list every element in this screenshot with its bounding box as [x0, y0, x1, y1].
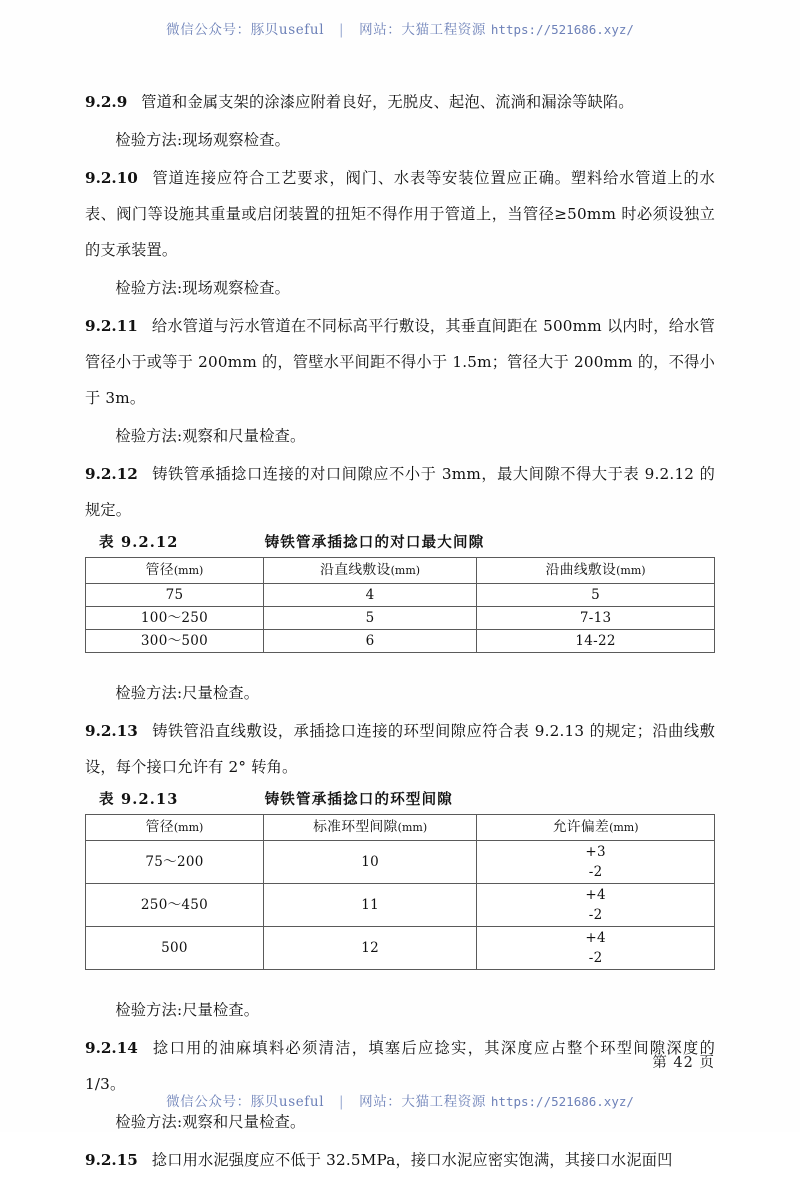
clause-9-2-11 [85, 308, 715, 416]
cell-standard-gap: 12 [264, 927, 477, 970]
watermark-wechat-label: 微信公众号：豚贝useful [166, 1094, 325, 1110]
table-caption-title: 铸铁管承插捻口的对口最大间隙 [264, 534, 485, 551]
th-unit: (mm) [390, 564, 421, 577]
th-unit: (mm) [397, 821, 428, 834]
clause-9-2-10 [85, 160, 715, 268]
table-row [86, 584, 715, 607]
cell-diameter: 75 [86, 584, 264, 607]
spacer [85, 653, 715, 675]
clause-9-2-9 [85, 84, 715, 120]
clause-number: 9.2.12 [85, 465, 138, 483]
th-curved [477, 558, 715, 584]
table-caption-title: 铸铁管承插捻口的环型间隙 [264, 791, 454, 808]
clause-text: 给水管道与污水管道在不同标高平行敷设，其垂直间距在 500mm 以内时，给水管管径小于或等于 200mm 的，管壁水平间距不得小于 1.5m；管径大于 200mm 的，不得小于 3m。 [85, 317, 715, 407]
tolerance-minus: -2 [588, 950, 603, 966]
th-unit: (mm) [173, 564, 204, 577]
th-unit: (mm) [173, 821, 204, 834]
tolerance-plus: +3 [585, 844, 606, 860]
watermark-site-label: 网站：大猫工程资源 [359, 1094, 486, 1110]
table-header [86, 558, 715, 584]
table-body [86, 584, 715, 653]
clause-number: 9.2.13 [85, 722, 138, 740]
table-9-2-13 [85, 814, 715, 970]
clause-text: 铸铁管沿直线敷设，承插捻口连接的环型间隙应符合表 9.2.13 的规定；沿曲线敷设，每个接口允许有 2° 转角。 [85, 722, 715, 776]
inspection-method-3: 检验方法:观察和尺量检查。 [115, 427, 306, 445]
clause-number: 9.2.11 [85, 317, 138, 335]
cell-straight: 6 [264, 630, 477, 653]
inspection-method-1: 检验方法:现场观察检查。 [115, 131, 290, 149]
th-tolerance [477, 815, 715, 841]
cell-curved: 14-22 [477, 630, 715, 653]
table-9-2-12 [85, 557, 715, 653]
clause-number: 9.2.9 [85, 93, 128, 111]
clause-text: 捻口用的油麻填料必须清洁，填塞后应捻实，其深度应占整个环型间隙深度的 1/3。 [85, 1039, 715, 1093]
table-9-2-13-caption [85, 787, 715, 813]
clause-text: 捻口用水泥强度应不低于 32.5MPa，接口水泥应密实饱满，其接口水泥面凹 [151, 1151, 673, 1169]
tolerance-plus: +4 [585, 887, 606, 903]
tolerance-stack [477, 927, 714, 969]
cell-diameter: 300～500 [86, 630, 264, 653]
table-header [86, 815, 715, 841]
inspection-method-5: 检验方法:尺量检查。 [115, 1001, 260, 1019]
table-row [86, 884, 715, 927]
cell-tolerance [477, 841, 715, 884]
inspection-method-6: 检验方法:观察和尺量检查。 [115, 1113, 306, 1131]
watermark-wechat-label: 微信公众号：豚贝useful [166, 22, 325, 38]
th-unit: (mm) [609, 821, 639, 834]
cell-curved: 5 [477, 584, 715, 607]
tolerance-minus: -2 [588, 907, 603, 923]
watermark-site-label: 网站：大猫工程资源 [359, 22, 486, 38]
tolerance-plus: +4 [585, 930, 606, 946]
clause-9-2-13 [85, 713, 715, 785]
header-watermark [0, 18, 800, 38]
table-header-row [86, 815, 715, 841]
cell-standard-gap: 10 [264, 841, 477, 884]
th-label: 标准环型间隙 [313, 819, 398, 835]
th-diameter [86, 558, 264, 584]
clause-9-2-15 [85, 1142, 715, 1178]
th-diameter [86, 815, 264, 841]
cell-tolerance [477, 927, 715, 970]
clause-text: 铸铁管承插捻口连接的对口间隙应不小于 3mm，最大间隙不得大于表 9.2.12 的规定。 [85, 465, 715, 519]
watermark-url: https://521686.xyz/ [490, 1094, 634, 1109]
tolerance-minus: -2 [588, 864, 603, 880]
watermark-separator: | [339, 1094, 345, 1110]
clause-text: 管道和金属支架的涂漆应附着良好，无脱皮、起泡、流淌和漏涂等缺陷。 [141, 93, 634, 111]
cell-diameter: 75～200 [86, 841, 264, 884]
clause-number: 9.2.14 [85, 1039, 138, 1057]
clause-text: 管道连接应符合工艺要求，阀门、水表等安装位置应正确。塑料给水管道上的水表、阀门等设施其重量或启闭装置的扭矩不得作用于管道上，当管径≥50mm 时必须设独立的支承装置。 [85, 169, 715, 259]
inspection-method-2: 检验方法:现场观察检查。 [115, 279, 290, 297]
th-unit: (mm) [616, 564, 646, 577]
table-row [86, 841, 715, 884]
th-label: 管径 [145, 819, 174, 835]
tolerance-stack [477, 841, 714, 883]
page-number: 第 42 页 [652, 1055, 715, 1071]
th-label: 沿曲线敷设 [545, 562, 617, 578]
th-standard-gap [264, 815, 477, 841]
cell-tolerance [477, 884, 715, 927]
cell-curved: 7-13 [477, 607, 715, 630]
spacer [85, 970, 715, 992]
page-content [85, 84, 715, 1180]
th-straight [264, 558, 477, 584]
cell-straight: 5 [264, 607, 477, 630]
cell-standard-gap: 11 [264, 884, 477, 927]
clause-9-2-12 [85, 456, 715, 528]
table-9-2-12-caption [85, 530, 715, 556]
watermark-separator: | [339, 22, 345, 38]
table-row [86, 927, 715, 970]
cell-diameter: 500 [86, 927, 264, 970]
clause-number: 9.2.15 [85, 1151, 138, 1169]
table-row [86, 607, 715, 630]
cell-diameter: 250～450 [86, 884, 264, 927]
footer-watermark [0, 1090, 800, 1110]
watermark-url: https://521686.xyz/ [490, 22, 634, 37]
th-label: 管径 [145, 562, 174, 578]
table-header-row [86, 558, 715, 584]
table-body [86, 841, 715, 970]
table-caption-number: 表 9.2.13 [99, 791, 179, 808]
tolerance-stack [477, 884, 714, 926]
clause-number: 9.2.10 [85, 169, 138, 187]
cell-diameter: 100～250 [86, 607, 264, 630]
cell-straight: 4 [264, 584, 477, 607]
table-caption-number: 表 9.2.12 [99, 534, 179, 551]
inspection-method-4: 检验方法:尺量检查。 [115, 684, 260, 702]
th-label: 允许偏差 [552, 819, 610, 835]
table-row [86, 630, 715, 653]
th-label: 沿直线敷设 [320, 562, 391, 578]
